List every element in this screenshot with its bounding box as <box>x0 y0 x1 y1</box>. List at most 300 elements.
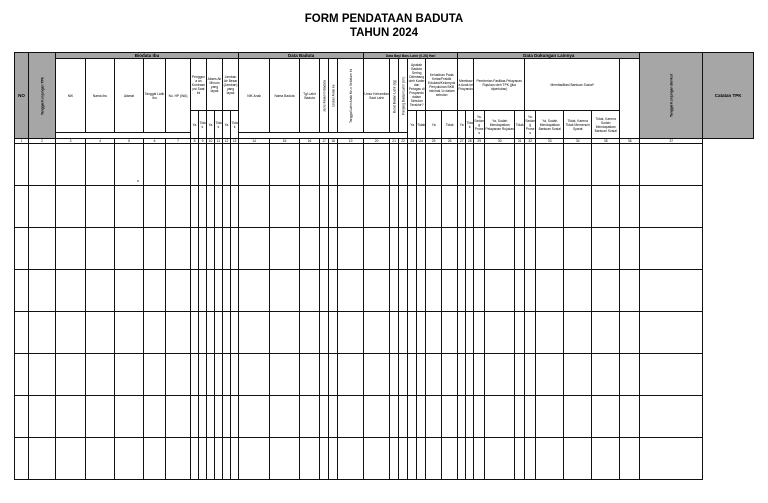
form-cell[interactable] <box>592 270 620 312</box>
form-cell[interactable] <box>485 438 515 480</box>
form-cell[interactable] <box>525 396 536 438</box>
form-cell[interactable] <box>485 228 515 270</box>
form-cell[interactable] <box>199 228 207 270</box>
form-cell[interactable] <box>442 144 458 186</box>
form-cell[interactable] <box>166 438 191 480</box>
form-cell[interactable] <box>223 354 231 396</box>
form-cell[interactable] <box>231 396 239 438</box>
form-cell[interactable] <box>231 270 239 312</box>
form-cell[interactable] <box>329 144 338 186</box>
form-cell[interactable] <box>115 228 144 270</box>
form-cell[interactable] <box>390 396 399 438</box>
form-cell[interactable] <box>515 312 525 354</box>
form-cell[interactable] <box>320 438 329 480</box>
form-cell[interactable] <box>115 186 144 228</box>
form-cell[interactable] <box>525 312 536 354</box>
form-cell[interactable] <box>199 438 207 480</box>
form-cell[interactable] <box>390 312 399 354</box>
form-cell[interactable] <box>320 144 329 186</box>
form-cell[interactable] <box>56 438 86 480</box>
form-cell[interactable] <box>15 438 29 480</box>
form-cell[interactable] <box>191 228 199 270</box>
form-cell[interactable] <box>536 186 564 228</box>
form-cell[interactable] <box>56 396 86 438</box>
form-cell[interactable] <box>231 354 239 396</box>
form-cell[interactable] <box>86 270 115 312</box>
form-cell[interactable] <box>231 144 239 186</box>
form-cell[interactable] <box>223 228 231 270</box>
form-cell[interactable] <box>338 396 364 438</box>
form-cell[interactable] <box>620 270 640 312</box>
form-cell[interactable] <box>166 312 191 354</box>
form-cell[interactable] <box>442 312 458 354</box>
form-cell[interactable] <box>592 438 620 480</box>
form-cell[interactable] <box>466 438 474 480</box>
form-cell[interactable] <box>390 354 399 396</box>
form-cell[interactable] <box>29 396 56 438</box>
form-cell[interactable] <box>329 438 338 480</box>
form-cell[interactable] <box>270 186 300 228</box>
column-number: 31 <box>515 139 525 144</box>
form-cell[interactable] <box>474 396 485 438</box>
form-cell[interactable] <box>320 270 329 312</box>
form-cell[interactable] <box>56 144 86 186</box>
form-cell[interactable] <box>536 270 564 312</box>
form-cell[interactable] <box>364 144 390 186</box>
form-cell[interactable] <box>300 354 320 396</box>
form-cell[interactable] <box>525 144 536 186</box>
form-cell[interactable] <box>592 396 620 438</box>
form-cell[interactable] <box>86 228 115 270</box>
form-cell[interactable] <box>592 228 620 270</box>
form-cell[interactable] <box>300 144 320 186</box>
form-cell[interactable] <box>300 228 320 270</box>
form-cell[interactable] <box>417 228 426 270</box>
form-cell[interactable] <box>329 270 338 312</box>
tidak-apakah: Tidak <box>417 111 426 139</box>
form-cell[interactable] <box>300 312 320 354</box>
form-cell[interactable] <box>207 312 215 354</box>
form-cell[interactable] <box>442 354 458 396</box>
form-cell[interactable] <box>466 354 474 396</box>
form-cell[interactable] <box>191 354 199 396</box>
form-cell[interactable] <box>442 270 458 312</box>
form-cell[interactable] <box>620 396 640 438</box>
form-cell[interactable] <box>223 186 231 228</box>
form-cell[interactable] <box>474 270 485 312</box>
form-cell[interactable] <box>466 144 474 186</box>
form-cell[interactable] <box>640 270 703 312</box>
form-cell[interactable] <box>536 438 564 480</box>
form-cell[interactable] <box>115 312 144 354</box>
form-cell[interactable] <box>426 270 442 312</box>
form-cell[interactable] <box>390 438 399 480</box>
form-cell[interactable] <box>15 270 29 312</box>
form-cell[interactable] <box>29 228 56 270</box>
form-cell[interactable] <box>536 396 564 438</box>
form-cell[interactable] <box>215 186 223 228</box>
form-cell[interactable] <box>536 354 564 396</box>
form-cell[interactable] <box>215 228 223 270</box>
form-cell[interactable] <box>338 312 364 354</box>
form-cell[interactable] <box>191 312 199 354</box>
form-cell[interactable] <box>199 270 207 312</box>
form-cell[interactable] <box>564 270 592 312</box>
form-cell[interactable] <box>390 228 399 270</box>
form-cell[interactable] <box>485 144 515 186</box>
form-cell[interactable] <box>239 186 270 228</box>
form-cell[interactable] <box>417 354 426 396</box>
form-cell[interactable] <box>199 354 207 396</box>
form-cell[interactable] <box>399 228 408 270</box>
form-cell[interactable] <box>515 270 525 312</box>
form-cell[interactable] <box>329 396 338 438</box>
form-cell[interactable] <box>426 438 442 480</box>
form-cell[interactable] <box>620 354 640 396</box>
form-cell[interactable] <box>329 186 338 228</box>
form-cell[interactable] <box>466 396 474 438</box>
form-cell[interactable] <box>525 186 536 228</box>
form-cell[interactable] <box>458 228 466 270</box>
form-cell[interactable] <box>29 270 56 312</box>
form-cell[interactable] <box>417 312 426 354</box>
form-cell[interactable] <box>144 144 166 186</box>
form-cell[interactable] <box>191 270 199 312</box>
form-cell[interactable] <box>338 354 364 396</box>
form-cell[interactable] <box>620 228 640 270</box>
form-cell[interactable] <box>364 270 390 312</box>
form-cell[interactable] <box>408 186 417 228</box>
form-cell[interactable] <box>338 438 364 480</box>
form-cell[interactable] <box>231 186 239 228</box>
form-cell[interactable] <box>515 354 525 396</box>
form-cell[interactable] <box>640 438 703 480</box>
form-cell[interactable] <box>29 312 56 354</box>
form-cell[interactable] <box>29 144 56 186</box>
form-cell[interactable] <box>215 270 223 312</box>
form-cell[interactable] <box>485 396 515 438</box>
form-cell[interactable] <box>399 396 408 438</box>
form-cell[interactable] <box>199 396 207 438</box>
form-cell[interactable] <box>399 270 408 312</box>
form-cell[interactable] <box>515 144 525 186</box>
form-cell[interactable] <box>86 186 115 228</box>
form-cell[interactable] <box>399 312 408 354</box>
form-cell[interactable] <box>223 270 231 312</box>
form-cell[interactable] <box>270 396 300 438</box>
form-cell[interactable] <box>364 396 390 438</box>
form-cell[interactable] <box>564 186 592 228</box>
form-cell[interactable] <box>320 228 329 270</box>
form-cell[interactable] <box>231 228 239 270</box>
form-cell[interactable] <box>466 186 474 228</box>
form-cell[interactable] <box>458 396 466 438</box>
form-cell[interactable] <box>474 354 485 396</box>
form-cell[interactable] <box>191 438 199 480</box>
form-cell[interactable] <box>215 144 223 186</box>
form-cell[interactable] <box>270 438 300 480</box>
form-cell[interactable] <box>223 438 231 480</box>
form-cell[interactable] <box>474 312 485 354</box>
form-cell[interactable] <box>115 438 144 480</box>
form-cell[interactable] <box>338 228 364 270</box>
form-cell[interactable] <box>166 354 191 396</box>
form-cell[interactable] <box>466 270 474 312</box>
form-cell[interactable] <box>300 270 320 312</box>
form-cell[interactable] <box>270 270 300 312</box>
form-cell[interactable] <box>640 186 703 228</box>
form-cell[interactable] <box>166 144 191 186</box>
form-cell[interactable] <box>215 312 223 354</box>
form-cell[interactable] <box>640 312 703 354</box>
form-cell[interactable] <box>29 186 56 228</box>
form-cell[interactable] <box>399 186 408 228</box>
form-cell[interactable] <box>215 396 223 438</box>
form-cell[interactable] <box>536 228 564 270</box>
form-cell[interactable] <box>144 186 166 228</box>
form-cell[interactable] <box>592 186 620 228</box>
form-cell[interactable] <box>564 438 592 480</box>
form-cell[interactable] <box>207 228 215 270</box>
form-cell[interactable] <box>390 144 399 186</box>
form-cell[interactable] <box>207 186 215 228</box>
form-cell[interactable] <box>320 396 329 438</box>
form-cell[interactable] <box>399 354 408 396</box>
form-cell[interactable] <box>390 270 399 312</box>
form-cell[interactable] <box>144 270 166 312</box>
form-cell[interactable] <box>166 396 191 438</box>
form-cell[interactable] <box>474 144 485 186</box>
form-cell[interactable] <box>270 354 300 396</box>
form-cell[interactable] <box>86 396 115 438</box>
form-cell[interactable] <box>207 438 215 480</box>
form-cell[interactable] <box>458 270 466 312</box>
header-akses-air: Akses Air Minum yang layak <box>207 59 223 111</box>
form-cell[interactable] <box>191 186 199 228</box>
form-cell[interactable] <box>564 144 592 186</box>
form-cell[interactable] <box>207 396 215 438</box>
form-cell[interactable] <box>515 438 525 480</box>
form-cell[interactable] <box>408 144 417 186</box>
form-cell[interactable] <box>320 312 329 354</box>
form-cell[interactable] <box>364 354 390 396</box>
form-cell[interactable] <box>329 312 338 354</box>
form-cell[interactable] <box>15 354 29 396</box>
form-cell[interactable] <box>215 438 223 480</box>
form-cell[interactable] <box>15 144 29 186</box>
form-cell[interactable] <box>525 438 536 480</box>
form-cell[interactable] <box>320 186 329 228</box>
form-cell[interactable] <box>239 228 270 270</box>
form-cell[interactable] <box>231 312 239 354</box>
form-cell[interactable] <box>364 186 390 228</box>
form-cell[interactable] <box>239 354 270 396</box>
form-cell[interactable] <box>86 438 115 480</box>
form-cell[interactable] <box>199 186 207 228</box>
form-cell[interactable] <box>144 354 166 396</box>
form-cell[interactable] <box>485 354 515 396</box>
form-cell[interactable] <box>166 186 191 228</box>
form-cell[interactable] <box>408 228 417 270</box>
form-cell[interactable] <box>620 144 640 186</box>
form-cell[interactable] <box>199 144 207 186</box>
form-cell[interactable] <box>592 354 620 396</box>
form-cell[interactable] <box>458 438 466 480</box>
form-cell[interactable] <box>620 312 640 354</box>
form-cell[interactable] <box>592 312 620 354</box>
form-cell[interactable] <box>199 312 207 354</box>
form-cell[interactable] <box>640 228 703 270</box>
form-cell[interactable] <box>442 228 458 270</box>
form-cell[interactable] <box>426 312 442 354</box>
form-cell[interactable] <box>442 438 458 480</box>
form-cell[interactable] <box>426 228 442 270</box>
form-cell[interactable] <box>15 228 29 270</box>
form-cell[interactable] <box>536 144 564 186</box>
form-cell[interactable] <box>144 438 166 480</box>
form-cell[interactable] <box>15 186 29 228</box>
form-cell[interactable] <box>320 354 329 396</box>
form-cell[interactable] <box>56 354 86 396</box>
form-cell[interactable] <box>270 144 300 186</box>
form-cell[interactable] <box>239 144 270 186</box>
form-cell[interactable] <box>115 144 144 186</box>
form-cell[interactable] <box>408 270 417 312</box>
form-cell[interactable] <box>338 186 364 228</box>
form-cell[interactable] <box>144 228 166 270</box>
form-cell[interactable] <box>458 186 466 228</box>
form-cell[interactable] <box>144 312 166 354</box>
form-cell[interactable] <box>485 312 515 354</box>
form-cell[interactable] <box>426 354 442 396</box>
form-cell[interactable] <box>56 228 86 270</box>
form-cell[interactable] <box>223 144 231 186</box>
form-cell[interactable] <box>564 228 592 270</box>
form-cell[interactable] <box>329 228 338 270</box>
form-cell[interactable] <box>399 144 408 186</box>
form-cell[interactable] <box>86 354 115 396</box>
form-cell[interactable] <box>56 270 86 312</box>
form-cell[interactable] <box>300 438 320 480</box>
form-cell[interactable] <box>515 396 525 438</box>
form-cell[interactable] <box>399 438 408 480</box>
form-cell[interactable] <box>458 312 466 354</box>
form-cell[interactable] <box>474 228 485 270</box>
form-cell[interactable] <box>29 438 56 480</box>
form-cell[interactable] <box>166 270 191 312</box>
form-cell[interactable] <box>338 270 364 312</box>
form-cell[interactable] <box>458 144 466 186</box>
form-cell[interactable] <box>239 396 270 438</box>
form-cell[interactable] <box>525 270 536 312</box>
form-cell[interactable] <box>215 354 223 396</box>
form-cell[interactable] <box>56 186 86 228</box>
form-cell[interactable] <box>564 354 592 396</box>
form-cell[interactable] <box>417 438 426 480</box>
form-cell[interactable] <box>270 228 300 270</box>
form-cell[interactable] <box>442 186 458 228</box>
form-cell[interactable] <box>466 228 474 270</box>
header-alamat: Alamat <box>115 59 144 133</box>
form-cell[interactable] <box>466 312 474 354</box>
form-cell[interactable] <box>417 396 426 438</box>
form-cell[interactable] <box>15 396 29 438</box>
form-cell[interactable] <box>239 312 270 354</box>
form-cell[interactable] <box>390 186 399 228</box>
form-cell[interactable] <box>300 396 320 438</box>
form-cell[interactable] <box>408 312 417 354</box>
form-cell[interactable] <box>115 396 144 438</box>
form-cell[interactable] <box>207 270 215 312</box>
form-cell[interactable] <box>86 144 115 186</box>
form-cell[interactable] <box>620 438 640 480</box>
form-cell[interactable] <box>515 186 525 228</box>
form-cell[interactable] <box>426 396 442 438</box>
form-cell[interactable] <box>417 144 426 186</box>
form-cell[interactable] <box>640 396 703 438</box>
form-cell[interactable] <box>300 186 320 228</box>
form-cell[interactable] <box>364 228 390 270</box>
form-cell[interactable] <box>239 438 270 480</box>
form-cell[interactable] <box>408 396 417 438</box>
form-cell[interactable] <box>364 438 390 480</box>
form-cell[interactable] <box>564 396 592 438</box>
form-cell[interactable] <box>231 438 239 480</box>
form-cell[interactable] <box>515 228 525 270</box>
form-cell[interactable] <box>474 186 485 228</box>
form-cell[interactable] <box>485 186 515 228</box>
form-cell[interactable] <box>56 312 86 354</box>
form-cell[interactable] <box>207 354 215 396</box>
form-cell[interactable] <box>329 354 338 396</box>
form-cell[interactable] <box>474 438 485 480</box>
form-cell[interactable] <box>417 270 426 312</box>
form-cell[interactable] <box>442 396 458 438</box>
form-cell[interactable] <box>15 312 29 354</box>
form-cell[interactable] <box>270 312 300 354</box>
form-cell[interactable] <box>144 396 166 438</box>
form-cell[interactable] <box>115 270 144 312</box>
form-cell[interactable] <box>620 186 640 228</box>
form-cell[interactable] <box>458 354 466 396</box>
form-cell[interactable] <box>592 144 620 186</box>
form-cell[interactable] <box>191 396 199 438</box>
form-cell[interactable] <box>525 228 536 270</box>
form-cell[interactable] <box>29 354 56 396</box>
form-cell[interactable] <box>338 144 364 186</box>
form-cell[interactable] <box>207 144 215 186</box>
form-cell[interactable] <box>426 144 442 186</box>
form-cell[interactable] <box>525 354 536 396</box>
form-cell[interactable] <box>364 312 390 354</box>
form-cell[interactable] <box>640 354 703 396</box>
form-cell[interactable] <box>86 312 115 354</box>
form-cell[interactable] <box>408 438 417 480</box>
form-cell[interactable] <box>223 396 231 438</box>
form-cell[interactable] <box>417 186 426 228</box>
form-cell[interactable] <box>223 312 231 354</box>
form-cell[interactable] <box>191 144 199 186</box>
form-cell[interactable] <box>426 186 442 228</box>
form-cell[interactable] <box>485 270 515 312</box>
form-cell[interactable] <box>564 312 592 354</box>
form-cell[interactable] <box>640 144 703 186</box>
form-cell[interactable] <box>408 354 417 396</box>
form-cell[interactable] <box>239 270 270 312</box>
form-cell[interactable] <box>166 228 191 270</box>
form-cell[interactable] <box>536 312 564 354</box>
form-cell[interactable] <box>115 354 144 396</box>
